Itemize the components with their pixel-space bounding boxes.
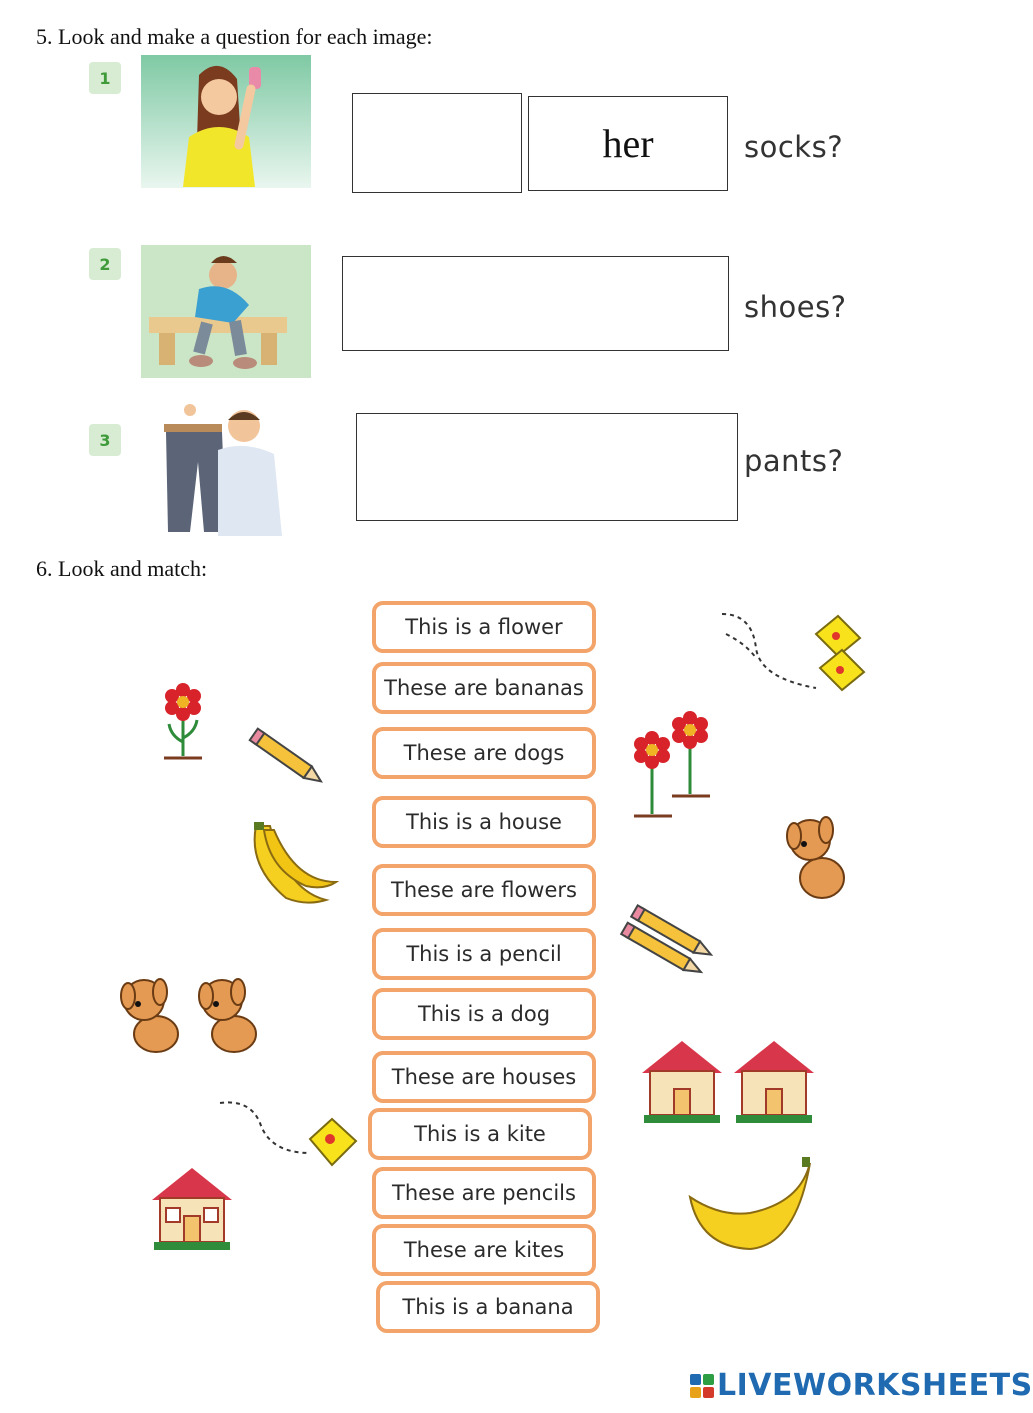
match-box-11[interactable]: These are kites [372, 1224, 596, 1276]
pencil-icon[interactable] [246, 728, 332, 790]
banana-icon[interactable] [686, 1155, 816, 1255]
item-3-answer-input[interactable] [356, 413, 738, 521]
dog-icon[interactable] [782, 808, 854, 908]
boy-shoes-picture [141, 245, 311, 378]
man-pants-picture [152, 400, 292, 536]
bananas-icon[interactable] [244, 820, 340, 910]
logo-text: LIVEWORKSHEETS [717, 1368, 1033, 1403]
match-box-5[interactable]: These are flowers [372, 864, 596, 916]
item-3-number: 3 [89, 424, 121, 456]
section-5-heading: 5. Look and make a question for each image: [36, 24, 433, 49]
item-2-answer-input[interactable] [342, 256, 729, 351]
match-box-7[interactable]: This is a dog [372, 988, 596, 1040]
item-1-number: 1 [89, 62, 121, 94]
item-3-suffix: pants? [744, 444, 844, 478]
item-2-text-field[interactable] [343, 257, 728, 350]
match-box-6[interactable]: This is a pencil [372, 928, 596, 980]
match-box-2[interactable]: These are bananas [372, 662, 596, 714]
match-panel [96, 590, 876, 1346]
match-box-3[interactable]: These are dogs [372, 727, 596, 779]
house-icon[interactable] [146, 1162, 238, 1254]
pencils-icon[interactable] [620, 906, 724, 986]
match-box-8[interactable]: These are houses [372, 1051, 596, 1103]
match-box-1[interactable]: This is a flower [372, 601, 596, 653]
item-1-given-word: her [528, 96, 728, 191]
flower-icon[interactable] [158, 682, 208, 764]
match-box-12[interactable]: This is a banana [376, 1281, 600, 1333]
kites-icon[interactable] [716, 604, 866, 704]
match-box-4[interactable]: This is a house [372, 796, 596, 848]
item-1-answer-input[interactable] [352, 93, 522, 193]
item-2-suffix: shoes? [744, 290, 847, 324]
item-3-text-field[interactable] [357, 414, 737, 520]
liveworksheets-logo [690, 1368, 1033, 1403]
houses-icon[interactable] [638, 1035, 820, 1127]
item-1-text-field[interactable] [353, 94, 521, 192]
item-2-number: 2 [89, 248, 121, 280]
flowers-icon[interactable] [628, 710, 724, 822]
item-1-suffix: socks? [744, 130, 844, 164]
match-box-10[interactable]: These are pencils [372, 1167, 596, 1219]
girl-socks-picture [141, 55, 311, 188]
match-box-9[interactable]: This is a kite [368, 1108, 592, 1160]
logo-mark-icon [690, 1374, 714, 1398]
dogs-icon[interactable] [114, 970, 274, 1066]
section-6-heading: 6. Look and match: [36, 556, 208, 581]
